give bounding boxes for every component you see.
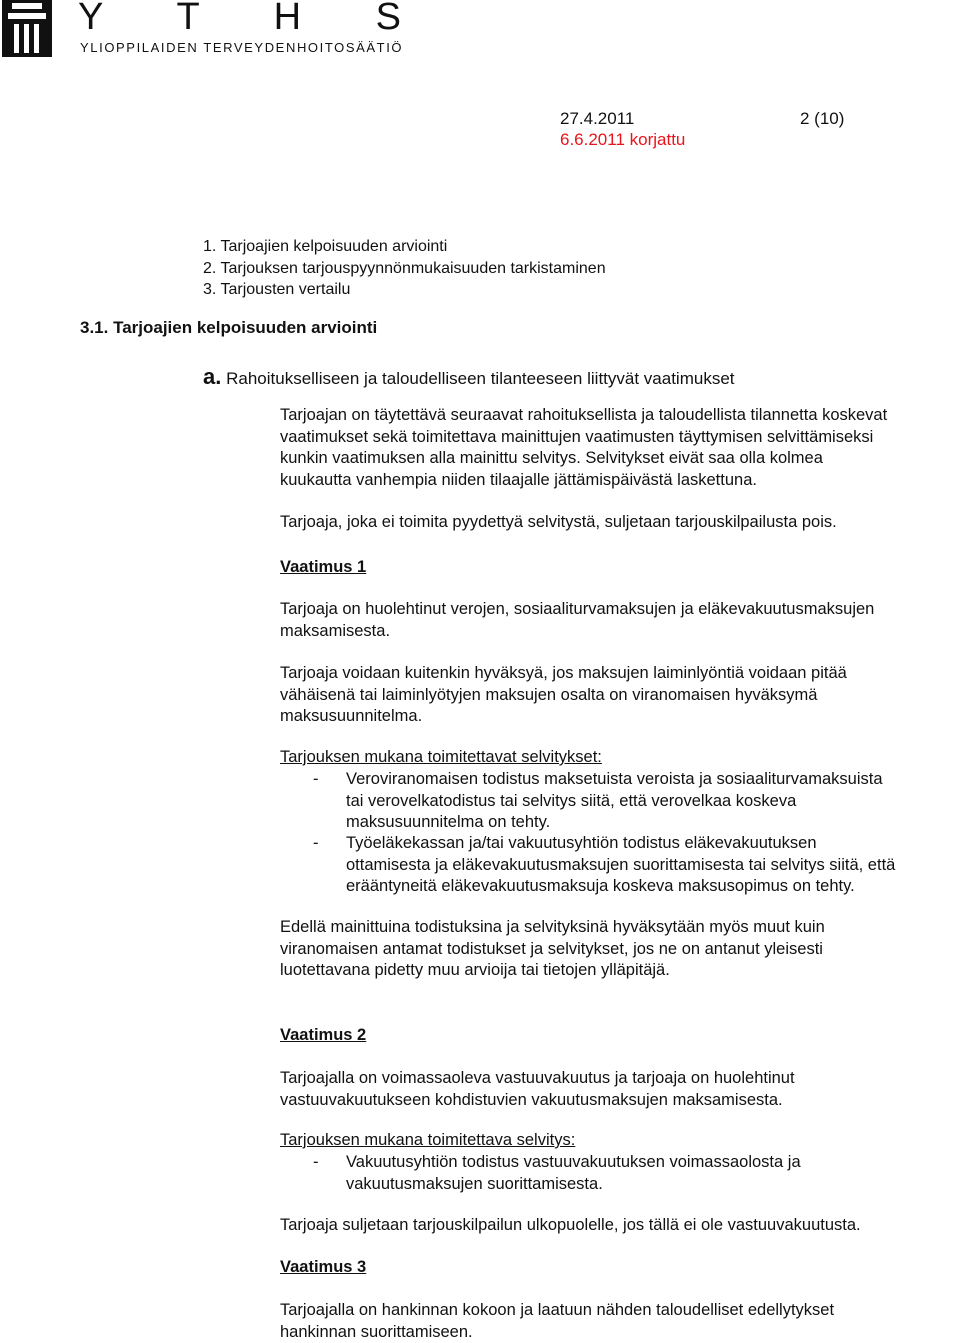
bullet-dash: - bbox=[313, 1152, 319, 1174]
text-line: ottamisesta ja eläkevakuutusmaksujen suorittamisesta tai selvitys siitä, että bbox=[346, 855, 895, 877]
page-number: 2 (10) bbox=[800, 109, 844, 129]
text-line: vakuutusmaksujen suorittamisesta. bbox=[346, 1174, 801, 1196]
exclusion-paragraph bbox=[280, 512, 960, 534]
req2-paragraph-1 bbox=[280, 1068, 960, 1111]
text-line: maksusuunnitelma on tehty. bbox=[346, 812, 883, 834]
text-line: maksamisesta. bbox=[280, 621, 960, 643]
req2-paragraph-2 bbox=[280, 1215, 960, 1237]
section-title: 3.1. Tarjoajien kelpoisuuden arviointi bbox=[80, 318, 377, 338]
brand-letters: Y T H S bbox=[78, 0, 433, 39]
text-line: vastuuvakuutukseen kohdistuvien vakuutusmaksujen maksamisesta. bbox=[280, 1090, 960, 1112]
text-line: Edellä mainittuina todistuksina ja selvityksinä hyväksytään myös muut kuin bbox=[280, 917, 960, 939]
req1-bullet-1 bbox=[346, 769, 883, 834]
text-line: Tarjoajan on täytettävä seuraavat rahoituksellista ja taloudellista tilannetta koskevat bbox=[280, 405, 960, 427]
req1-paragraph-3 bbox=[280, 917, 960, 982]
document-date: 27.4.2011 bbox=[560, 109, 634, 129]
text-line: kuukautta vanhempia niiden tilaajalle jättämispäivästä laskettuna. bbox=[280, 470, 960, 492]
req1-paragraph-1 bbox=[280, 599, 960, 642]
requirement-1-heading: Vaatimus 1 bbox=[280, 558, 366, 577]
subsection-marker: a. bbox=[203, 364, 221, 389]
text-line: Veroviranomaisen todistus maksetuista veroista ja sosiaaliturvamaksuista bbox=[346, 769, 883, 791]
text-line: Tarjoajalla on hankinnan kokoon ja laatuun nähden taloudelliset edellytykset bbox=[280, 1300, 960, 1322]
text-line: hankinnan suorittamiseen. bbox=[280, 1322, 960, 1343]
intro-paragraph bbox=[280, 405, 960, 491]
revision-note: 6.6.2011 korjattu bbox=[560, 130, 685, 150]
requirement-3-heading: Vaatimus 3 bbox=[280, 1258, 366, 1277]
req1-paragraph-2 bbox=[280, 663, 960, 728]
toc-list bbox=[203, 236, 606, 301]
text-line: erääntyneitä eläkevakuutusmaksuja koskeva maksusopimus on tehty. bbox=[346, 876, 895, 898]
bullet-dash: - bbox=[313, 769, 319, 791]
text-line: Tarjoaja suljetaan tarjouskilpailun ulkopuolelle, jos tällä ei ole vastuuvakuutusta. bbox=[280, 1215, 960, 1237]
req2-bullet-1 bbox=[346, 1152, 801, 1195]
text-line: Työeläkekassan ja/tai vakuutusyhtiön todistus eläkevakuutuksen bbox=[346, 833, 895, 855]
bullet-dash: - bbox=[313, 833, 319, 855]
text-line: Tarjoaja on huolehtinut verojen, sosiaaliturvamaksujen ja eläkevakuutusmaksujen bbox=[280, 599, 960, 621]
req3-paragraph-1 bbox=[280, 1300, 960, 1343]
req2-documents-label: Tarjouksen mukana toimitettava selvitys: bbox=[280, 1131, 575, 1150]
toc-item: 2. Tarjouksen tarjouspyynnönmukaisuuden tarkistaminen bbox=[203, 258, 606, 280]
subsection-title bbox=[203, 364, 735, 390]
text-line: maksusuunnitelma. bbox=[280, 706, 960, 728]
text-line: kunkin vaatimuksen alla mainittu selvitys. Selvitykset eivät saa olla kolmea bbox=[280, 448, 960, 470]
text-line: vaatimukset sekä toimitettava mainittujen vaatimusten täyttymisen selvittämiseksi bbox=[280, 427, 960, 449]
toc-item: 1. Tarjoajien kelpoisuuden arviointi bbox=[203, 236, 606, 258]
column-logo-icon bbox=[2, 0, 52, 57]
requirement-2-heading: Vaatimus 2 bbox=[280, 1026, 366, 1045]
brand-subtitle: YLIOPPILAIDEN TERVEYDENHOITOSÄÄTIÖ bbox=[80, 40, 403, 55]
text-line: tai verovelkatodistus tai selvitys siitä, että verovelkaa koskeva bbox=[346, 791, 883, 813]
text-line: luotettavana pidetty muu arvioija tai tietojen ylläpitäjä. bbox=[280, 960, 960, 982]
req1-documents-label: Tarjouksen mukana toimitettavat selvitykset: bbox=[280, 748, 602, 767]
text-line: Tarjoaja voidaan kuitenkin hyväksyä, jos maksujen laiminlyöntiä voidaan pitää bbox=[280, 663, 960, 685]
text-line: viranomaisen antamat todistukset ja selvitykset, jos ne on antanut yleisesti bbox=[280, 939, 960, 961]
text-line: Tarjoajalla on voimassaoleva vastuuvakuutus ja tarjoaja on huolehtinut bbox=[280, 1068, 960, 1090]
text-line: Tarjoaja, joka ei toimita pyydettyä selvitystä, suljetaan tarjouskilpailusta pois. bbox=[280, 512, 960, 534]
toc-item: 3. Tarjousten vertailu bbox=[203, 279, 606, 301]
text-line: Vakuutusyhtiön todistus vastuuvakuutuksen voimassaolosta ja bbox=[346, 1152, 801, 1174]
text-line: vähäisenä tai laiminlyötyjen maksujen osalta on viranomaisen hyväksymä bbox=[280, 685, 960, 707]
subsection-title-text: Rahoitukselliseen ja taloudelliseen tilanteeseen liittyvät vaatimukset bbox=[226, 369, 734, 388]
req1-bullet-2 bbox=[346, 833, 895, 898]
